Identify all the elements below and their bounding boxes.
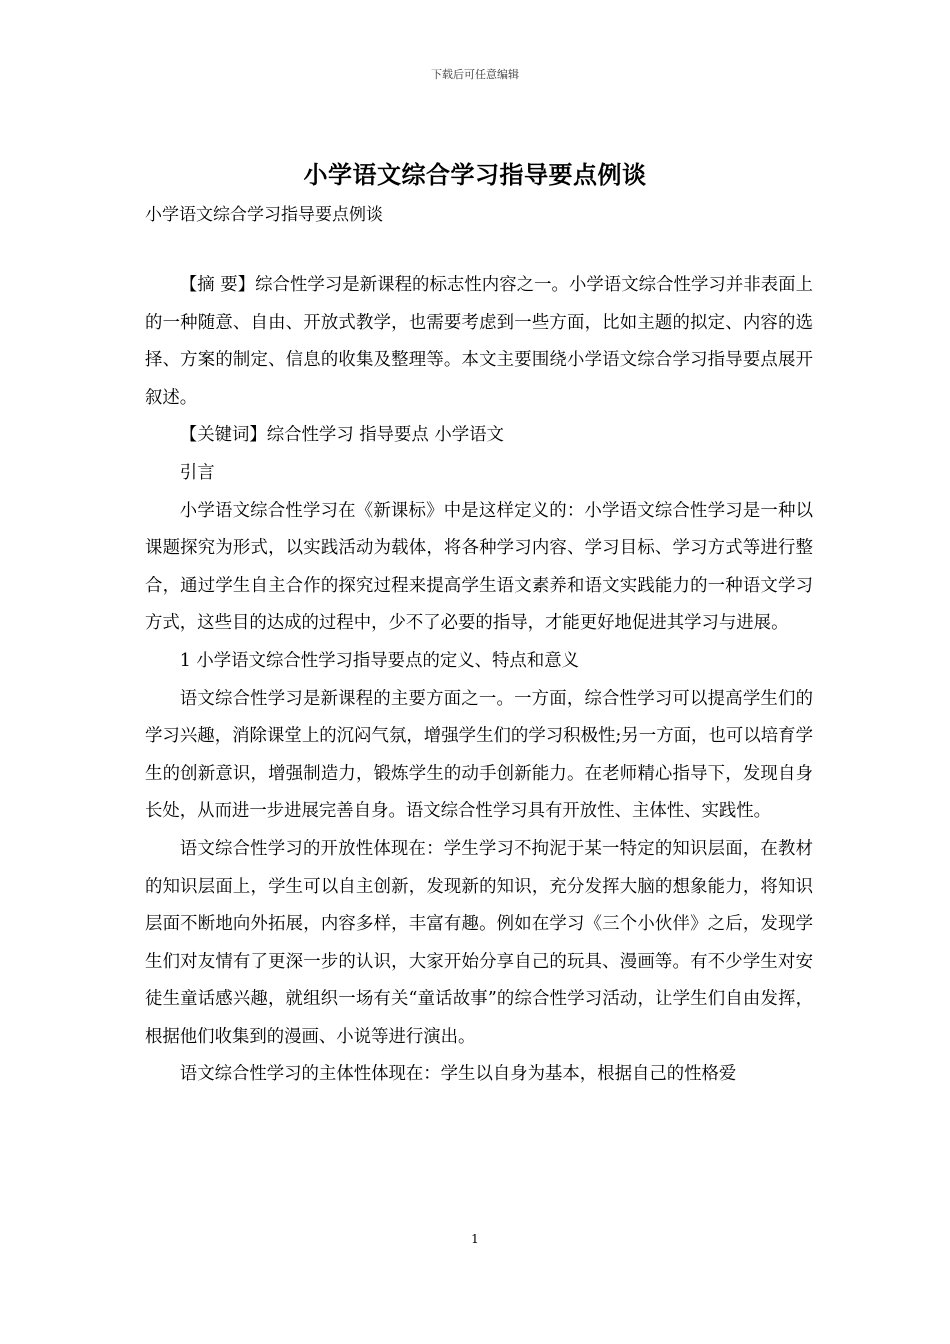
intro-heading: 引言 xyxy=(179,462,215,483)
abstract-paragraph: 【摘 要】综合性学习是新课程的标志性内容之一。小学语文综合性学习并非表面上的一种随意、自由、开放式教学，也需要考虑到一些方面，比如主题的拟定、内容的选择、方案的制定、信息的收集及整理等。本文主要围绕小学语文综合学习指导要点展开叙述。 xyxy=(145,275,813,408)
body-paragraph: 语文综合性学习的开放性体现在：学生学习不拘泥于某一特定的知识层面，在教材的知识层面上，学生可以自主创新，发现新的知识，充分发挥大脑的想象能力，将知识层面不断地向外拓展，内容多样，丰富有趣。例如在学习《三个小伙伴》之后，发现学生们对友情有了更深一步的认识，大家开始分享自己的玩具、漫画等。有不少学生对安徒生童话感兴趣，就组织一场有关“童话故事”的综合性学习活动，让学生们自由发挥，根据他们收集到的漫画、小说等进行演出。 xyxy=(145,838,813,1047)
document-subtitle: 小学语文综合学习指导要点例谈 xyxy=(145,205,383,225)
keywords-paragraph: 【关键词】综合性学习 指导要点 小学语文 xyxy=(179,425,504,446)
body-paragraph: 语文综合性学习的主体性体现在：学生以自身为基本，根据自己的性格爱 xyxy=(179,1064,737,1085)
document-body xyxy=(145,267,813,1094)
body-paragraph: 小学语文综合性学习在《新课标》中是这样定义的：小学语文综合性学习是一种以课题探究为形式，以实践活动为载体，将各种学习内容、学习目标、学习方式等进行整合，通过学生自主合作的探究过程来提高学生语文素养和语文实践能力的一种语文学习方式，这些目的达成的过程中，少不了必要的指导，才能更好地促进其学习与进展。 xyxy=(145,500,813,634)
document-title: 小学语文综合学习指导要点例谈 xyxy=(303,160,647,189)
header-note: 下载后可任意编辑 xyxy=(431,68,519,81)
section-heading: 1 小学语文综合性学习指导要点的定义、特点和意义 xyxy=(179,650,579,671)
page-number: 1 xyxy=(471,1232,479,1246)
body-paragraph: 语文综合性学习是新课程的主要方面之一。一方面，综合性学习可以提高学生们的学习兴趣，消除课堂上的沉闷气氛，增强学生们的学习积极性;另一方面，也可以培育学生的创新意识，增强制造力，锻炼学生的动手创新能力。在老师精心指导下，发现自身长处，从而进一步进展完善自身。语文综合性学习具有开放性、主体性、实践性。 xyxy=(145,688,813,822)
